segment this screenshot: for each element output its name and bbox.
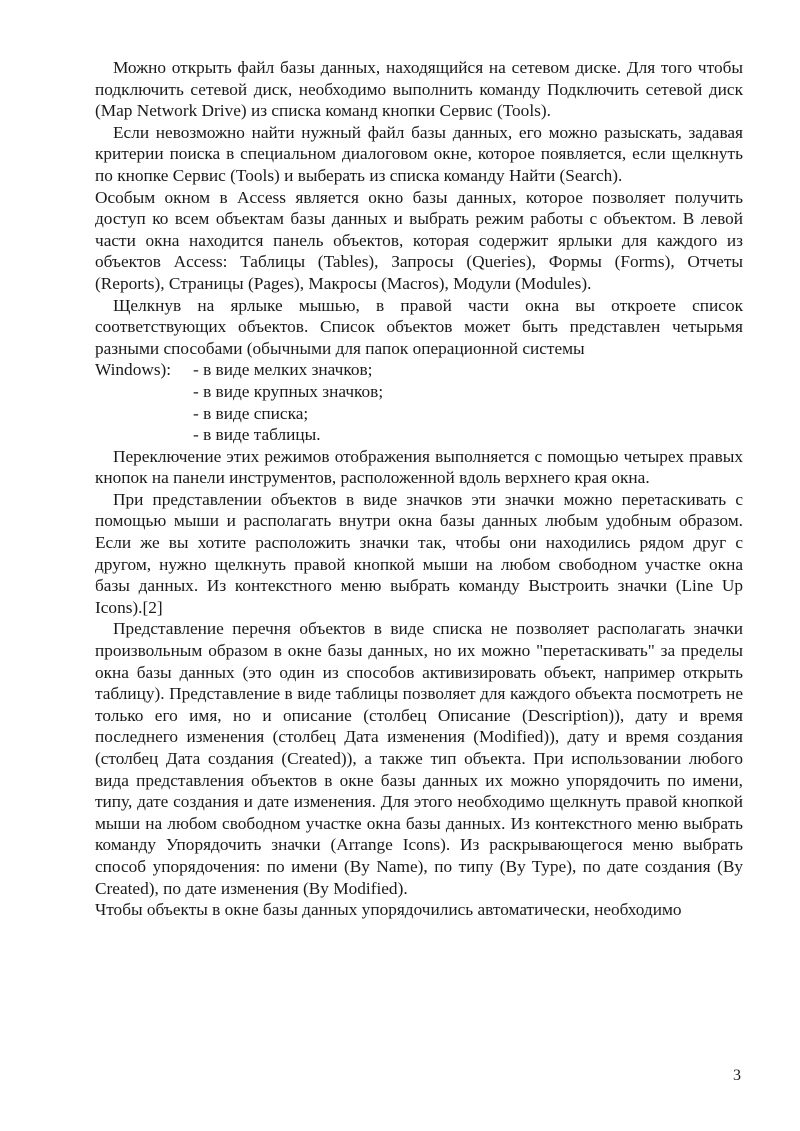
list-item: - в виде списка; xyxy=(193,403,309,423)
paragraph-toolbar-switch: Переключение этих режимов отображения выполняется с помощью четырех правых кнопок на панели инструментов, расположенной вдоль верхнего края окна. xyxy=(95,446,743,488)
list-lead-text: Windows): xyxy=(95,360,172,380)
list-item: - в виде крупных значков; xyxy=(193,381,384,401)
page-number: 3 xyxy=(733,1067,741,1084)
paragraph-icon-drag: При представлении объектов в виде значков эти значки можно перетаскивать с помощью мыши и располагать внутри окна базы данных любым удобным образом. Если же вы хотите расположить значки так, чтобы они находились рядом друг с другом, нужно щелкнуть правой кнопкой мыши на любом свободном участке окна базы данных. Из контекстного меню выбрать команду Выстроить значки (Line Up Icons).[2] xyxy=(95,489,743,617)
list-item: - в виде таблицы. xyxy=(193,425,321,445)
paragraph-database-window: Особым окном в Access является окно базы данных, которое позволяет получить доступ ко всем объектам базы данных и выбрать режим работы с объектом. В левой части окна находится панель объектов, которая содержит ярлыки для каждого из объектов Access: Таблицы (Tables), Запросы (Queries), Формы (Forms), Отчеты (Reports), Страницы (Pages), Макросы (Macros), Модули (Modules). xyxy=(95,187,743,293)
paragraph-search: Если невозможно найти нужный файл базы данных, его можно разыскать, задавая критерии поиска в специальном диалоговом окне, которое появляется, если щелкнуть по кнопке Сервис (Tools) и выберать из списка команду Найти (Search). xyxy=(95,122,743,185)
document-page xyxy=(95,57,743,921)
paragraph-network-drive: Можно открыть файл базы данных, находящийся на сетевом диске. Для того чтобы подключить сетевой диск, необходимо выполнить команду Подключить сетевой диск (Map Network Drive) из списка команд кнопки Сервис (Tools). xyxy=(95,58,743,121)
paragraph-object-list-intro: Щелкнув на ярлыке мышью, в правой части окна вы откроете список соответствующих объектов. Список объектов может быть представлен четырьмя разными способами (обычными для папок операционной системы xyxy=(95,295,743,358)
view-mode-list xyxy=(95,359,743,445)
list-item: - в виде мелких значков; xyxy=(193,360,373,380)
paragraph-list-table-view: Представление перечня объектов в виде списка не позволяет располагать значки произвольным образом в окне базы данных, но их можно "перетаскивать" за пределы окна базы данных (это один из способов активизировать объект, например открыть таблицу). Представление в виде таблицы позволяет для каждого объекта посмотреть не только его имя, но и описание (столбец Описание (Description)), дату и время последнего изменения (столбец Дата изменения (Modified)), дату и время создания (столбец Дата создания (Created)), а также тип объекта. При использовании любого вида представления объектов в окне базы данных их можно упорядочить по имени, типу, дате создания и дате изменения. Для этого необходимо щелкнуть правой кнопкой мыши на любом свободном участке окна базы данных. Из контекстного меню выбрать команду Упорядочить значки (Arrange Icons). Из раскрывающегося меню выбрать способ упорядочения: по имени (By Name), по типу (By Type), по дате создания (By Created), по дате изменения (By Modified). xyxy=(95,619,743,898)
list-items xyxy=(193,359,383,445)
paragraph-auto-arrange: Чтобы объекты в окне базы данных упорядочились автоматически, необходимо xyxy=(95,900,682,920)
